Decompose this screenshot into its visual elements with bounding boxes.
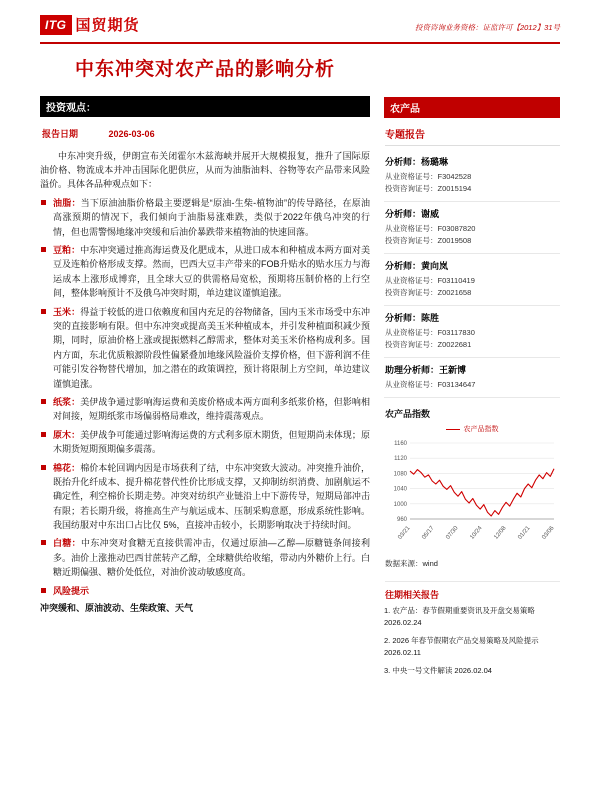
svg-text:01/21: 01/21 [517,525,532,541]
index-chart [384,435,560,549]
risk-text: 冲突缓和、原油波动、生柴政策、天气 [40,603,194,614]
bullet-square-icon [41,200,46,205]
bullet-text: 棉价本轮回调内因是市场获利了结，中东冲突致大波动。冲突推升油价，既抬升化纤成本、提升棉花替代性价比形成支撑，又抑制纺织消费、加剧航运不确定性，利空棉价长期走势。冲突对纺织产业链沿上中下游传导，短期局部冲击有限；若长期升级，将推高生产与航运成本、压制采购意愿，形成系统性影响。我国纺服对中东出口占比仅 5%，直接冲击较小，长期影响取决于持续时间。 [53,462,370,531]
intro-paragraph: 中东冲突升级，伊朗宣布关闭霍尔木兹海峡并展开大规模报复，推升了国际原油价格、物流成本并冲击国际化肥供应，从而为油脂油料、谷物等农产品带来风险溢价。具体各品种观点如下： [40,150,370,190]
brand-name: 国贸期货 [75,17,140,34]
svg-text:03/21: 03/21 [397,525,412,541]
itg-logo [40,15,72,35]
analyst-cert: 投资咨询证号：Z0015194 [385,184,472,193]
svg-text:1120: 1120 [394,456,407,463]
legend-line-icon [446,429,460,430]
category-banner: 农产品 [384,97,560,118]
past-report-link[interactable]: 2. 2026 年春节假期农产品交易策略及风险提示 2026.02.11 [384,635,539,658]
analyst-cert: 投资咨询证号：Z0019508 [385,236,472,245]
logo-text: ITG [45,17,67,32]
bullet-square-icon [41,309,46,314]
analyst-name: 分析师：陈胜 [385,313,440,323]
bullet-text: 中东冲突通过推高海运费及化肥成本，从进口成本和种植成本两方面对美豆及连粕价格形成支撑。然而，巴西大豆丰产带来的FOB升贴水的贴水压力与海运成本上涨形成博弈，且全球大豆的供需格局宽松，预期将压制价格的上行空间，整体影响预计不及俄乌冲突时期，单边建议谨慎追涨。 [53,245,370,299]
svg-text:960: 960 [396,517,407,523]
content-column [40,52,370,682]
report-date-value: 2026-03-06 [108,128,155,139]
bullet-text: 当下原油油脂价格最主要逻辑是“原油-生柴-植物油”的传导路径，在原油高涨预期的情况下，我们倾向于油脂易涨难跌，类似于2022年俄乌冲突的行情，但也需警惕地缘冲突缓和后油价暴跌带来植物油的快速回落。 [53,197,370,237]
bullet-square-icon [41,432,46,437]
svg-text:1080: 1080 [393,471,407,478]
bullet-cotton [40,461,370,533]
svg-text:03/06: 03/06 [541,525,556,541]
svg-text:05/17: 05/17 [421,525,436,541]
analyst-cert: 从业资格证号：F03110419 [385,276,475,285]
bullet-square-icon [41,540,46,545]
bullet-corn [40,305,370,391]
past-report-link[interactable]: 1. 农产品：春节假期重要资讯及开盘交易策略 2026.02.24 [384,606,535,628]
header-divider [40,42,560,44]
svg-text:1160: 1160 [394,441,407,447]
svg-text:12/08: 12/08 [493,525,508,541]
svg-text:1040: 1040 [393,486,407,493]
header [40,14,560,35]
past-report-link[interactable]: 3. 中央一号文件解读 2026.02.04 [384,665,492,675]
bullet-text: 美伊战争通过影响海运费和美废价格成本两方面利多纸浆价格，但影响相对间接，短期纸浆市场偏弱格局难改，维持震荡观点。 [53,396,370,422]
report-date-row [42,127,370,140]
analyst-name: 助理分析师：王新博 [385,365,467,375]
analyst-cert: 从业资格证号：F3042528 [385,172,472,181]
bullet-text: 美伊战争可能通过影响海运费的方式利多原木期货，但短期尚未体现；原木期货短期预期偏多震荡。 [53,429,370,455]
main-area [40,52,560,682]
brand [40,14,140,35]
bullet-label: 油脂： [53,197,81,208]
bullet-label: 棉花： [53,462,81,473]
risk-label: 风险提示 [53,585,90,596]
data-source: 数据来源：wind [385,559,438,568]
analyst-name: 分析师：黄向岚 [385,261,449,271]
sidebar [384,52,560,682]
past-reports-title: 往期相关报告 [385,581,560,601]
chart-legend [384,424,560,434]
bullet-square-icon [41,588,46,593]
risk-heading [40,584,370,598]
svg-text:10/24: 10/24 [469,525,484,541]
bullet-oils [40,196,370,239]
bullet-label: 白糖： [53,538,81,549]
analyst-block [384,150,560,202]
bullet-soymeal [40,243,370,301]
analyst-name: 分析师：杨璐琳 [385,157,449,167]
assistant-analyst-block [384,358,560,398]
analyst-cert: 投资咨询证号：Z0021658 [385,288,472,297]
svg-text:1000: 1000 [393,501,407,508]
report-date-label: 报告日期 [42,128,79,139]
index-chart-title: 农产品指数 [385,409,431,419]
analyst-cert: 从业资格证号：F03117830 [385,328,475,337]
svg-text:07/30: 07/30 [445,525,460,541]
qualification-text: 投资咨询业务资格：证监许可【2012】31号 [414,23,560,32]
bullet-square-icon [41,247,46,252]
legend-label: 农产品指数 [463,426,499,433]
bullet-text: 得益于较低的进口依赖度和国内充足的谷物储备，国内玉米市场受中东冲突的直接影响有限。但中东冲突或提高美玉米种植成本，并引发种植面积减少预期，同时，原油价格上涨或提振燃料乙醇需求，整体对美玉米价格构成利多。国内方面，东北优质粮源阶段性偏紧叠加地缘风险溢价支撑价格，但下游利润不佳可能引发谷物替代增加，加之潜在的政策调控，预计将限制上方空间，单边建议谨慎追涨。 [53,306,370,389]
bullet-square-icon [41,399,46,404]
analyst-cert: 从业资格证号：F03087820 [385,224,476,233]
analyst-cert: 从业资格证号：F03134647 [385,380,476,389]
bullet-sugar [40,536,370,579]
bullet-pulp [40,395,370,424]
bullet-label: 纸浆： [53,396,81,407]
bullet-label: 玉米： [53,306,81,317]
bullet-label: 原木： [53,429,81,440]
analyst-block [384,202,560,254]
analyst-block [384,306,560,358]
page-title: 中东冲突对农产品的影响分析 [74,59,335,80]
bullet-label: 豆粕： [53,245,81,256]
analyst-name: 分析师：谢威 [385,209,440,219]
analyst-block [384,254,560,306]
report-type: 专题报告 [385,126,560,146]
bullet-text: 中东冲突对食糖无直接供需冲击，仅通过原油—乙醇—原糖链条间接利多。油价上涨推动巴西甘蔗转产乙醇，全球糖供给收缩，带动内外糖价上行。白糖近期偏强、糖价处低位，对油价波动敏感度高。 [53,538,370,578]
bullet-timber [40,428,370,457]
analyst-cert: 投资咨询证号：Z0022681 [385,340,472,349]
opinion-banner: 投资观点： [40,96,370,117]
index-chart-container [384,424,560,554]
bullet-square-icon [41,465,46,470]
